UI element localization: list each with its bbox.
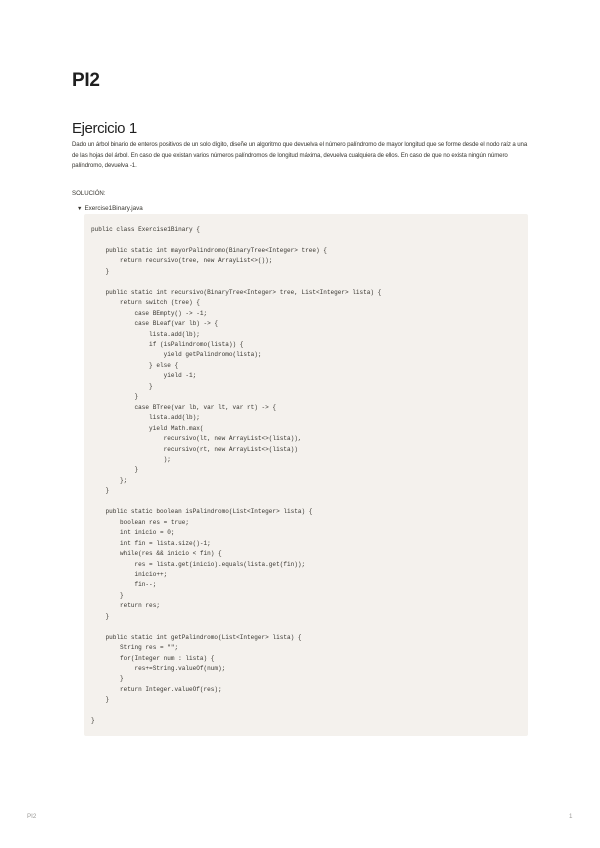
code-line: return recursivo(tree, new ArrayList<>()); xyxy=(91,257,273,265)
page-number: 1 xyxy=(569,813,573,820)
code-line: case BEmpty() -> -1; xyxy=(91,309,208,317)
code-line: fin--; xyxy=(91,581,157,589)
code-line: } else { xyxy=(91,361,179,369)
code-line: } xyxy=(91,487,110,495)
code-line: } xyxy=(91,696,110,704)
code-line: } xyxy=(91,393,139,401)
code-line: } xyxy=(91,675,124,683)
code-line: int inicio = 0; xyxy=(91,529,175,537)
code-line: case BLeaf(var lb) -> { xyxy=(91,320,219,328)
code-line: if (isPalindromo(lista)) { xyxy=(91,340,244,348)
code-line: public static int getPalindromo(List<Integer> lista) { xyxy=(91,633,302,641)
code-line: res+=String.valueOf(num); xyxy=(91,665,226,673)
code-line: ); xyxy=(91,455,171,463)
solution-label: SOLUCIÓN: xyxy=(72,190,106,197)
code-line: return res; xyxy=(91,602,160,610)
code-line: public static int mayorPalindromo(BinaryTree<Integer> tree) { xyxy=(91,246,327,254)
code-line: res = lista.get(inicio).equals(lista.get(fin)); xyxy=(91,560,306,568)
code-line: } xyxy=(91,267,110,275)
code-line: yield -1; xyxy=(91,372,197,380)
code-line: recursivo(lt, new ArrayList<>(lista)), xyxy=(91,435,302,443)
code-line: boolean res = true; xyxy=(91,518,189,526)
code-line: yield Math.max( xyxy=(91,424,204,432)
code-line: public static int recursivo(BinaryTree<Integer> tree, List<Integer> lista) { xyxy=(91,288,382,296)
code-line: lista.add(lb); xyxy=(91,330,200,338)
file-toggle[interactable] xyxy=(77,205,143,212)
code-line: String res = ""; xyxy=(91,644,179,652)
code-line: } xyxy=(91,382,153,390)
exercise-description: Dado un árbol binario de enteros positivos de un solo dígito, diseñe un algoritmo que devuelva el número palíndromo de mayor longitud que se forme desde el nodo raíz a una de las hojas del árbol. En caso de que existan varios números palíndromos de longitud máxima, devuelva cualquiera de ellos. En caso de que no exista ningún número palíndromo, devuelva -1. xyxy=(72,141,528,170)
code-line: return switch (tree) { xyxy=(91,299,200,307)
code-line: recursivo(rt, new ArrayList<>(lista)) xyxy=(91,445,298,453)
code-line: } xyxy=(91,717,95,725)
footer-title: PI2 xyxy=(27,813,37,820)
code-block xyxy=(84,214,528,736)
page-title: PI2 xyxy=(72,70,100,91)
code-line: lista.add(lb); xyxy=(91,414,200,422)
code-line: int fin = lista.size()-1; xyxy=(91,539,211,547)
code-line: public class Exercise1Binary { xyxy=(91,226,200,233)
code-line: } xyxy=(91,466,139,474)
code-line: }; xyxy=(91,476,128,484)
code-line: inicio++; xyxy=(91,570,168,578)
code-content xyxy=(91,225,528,727)
section-title: Ejercicio 1 xyxy=(72,120,137,137)
code-line: } xyxy=(91,612,110,620)
code-line: yield getPalindromo(lista); xyxy=(91,351,262,359)
code-line: } xyxy=(91,591,124,599)
code-line: for(Integer num : lista) { xyxy=(91,654,215,662)
code-line: public static boolean isPalindromo(List<Integer> lista) { xyxy=(91,508,313,516)
code-line: return Integer.valueOf(res); xyxy=(91,685,222,693)
file-toggle-label: Exercise1Binary.java xyxy=(84,205,143,212)
code-line: case BTree(var lb, var lt, var rt) -> { xyxy=(91,403,277,411)
code-line: while(res && inicio < fin) { xyxy=(91,550,222,558)
triangle-down-icon: ▼ xyxy=(77,206,83,212)
